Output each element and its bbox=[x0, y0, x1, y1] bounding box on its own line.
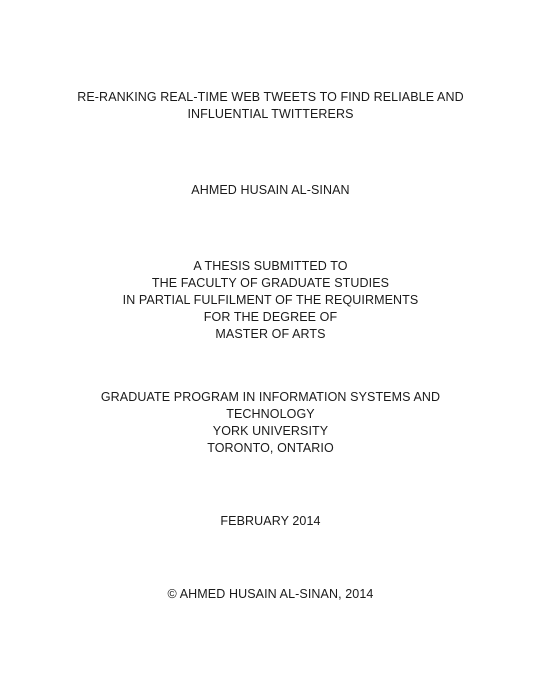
submission-line-2: THE FACULTY OF GRADUATE STUDIES bbox=[151, 276, 390, 290]
author-name bbox=[0, 182, 541, 199]
submission-line-4: FOR THE DEGREE OF bbox=[203, 310, 338, 324]
thesis-title-line-2: INFLUENTIAL TWITTERERS bbox=[187, 107, 354, 121]
submission-line-5: MASTER OF ARTS bbox=[215, 327, 326, 341]
program-affiliation bbox=[0, 389, 541, 457]
program-line-4: TORONTO, ONTARIO bbox=[207, 441, 334, 455]
author-name-text: AHMED HUSAIN AL-SINAN bbox=[191, 183, 350, 197]
program-line-1: GRADUATE PROGRAM IN INFORMATION SYSTEMS AND bbox=[100, 390, 441, 404]
thesis-title bbox=[0, 89, 541, 123]
copyright-text: © AHMED HUSAIN AL-SINAN, 2014 bbox=[167, 587, 374, 601]
submission-line-1: A THESIS SUBMITTED TO bbox=[193, 259, 348, 273]
submission-date-text: FEBRUARY 2014 bbox=[220, 514, 321, 528]
program-line-2: TECHNOLOGY bbox=[226, 407, 315, 421]
program-line-3: YORK UNIVERSITY bbox=[212, 424, 329, 438]
submission-statement bbox=[0, 258, 541, 343]
submission-date bbox=[0, 513, 541, 530]
thesis-title-line-1: RE-RANKING REAL-TIME WEB TWEETS TO FIND RELIABLE AND bbox=[77, 90, 464, 104]
copyright-notice bbox=[0, 586, 541, 603]
submission-line-3: IN PARTIAL FULFILMENT OF THE REQUIRMENTS bbox=[122, 293, 419, 307]
